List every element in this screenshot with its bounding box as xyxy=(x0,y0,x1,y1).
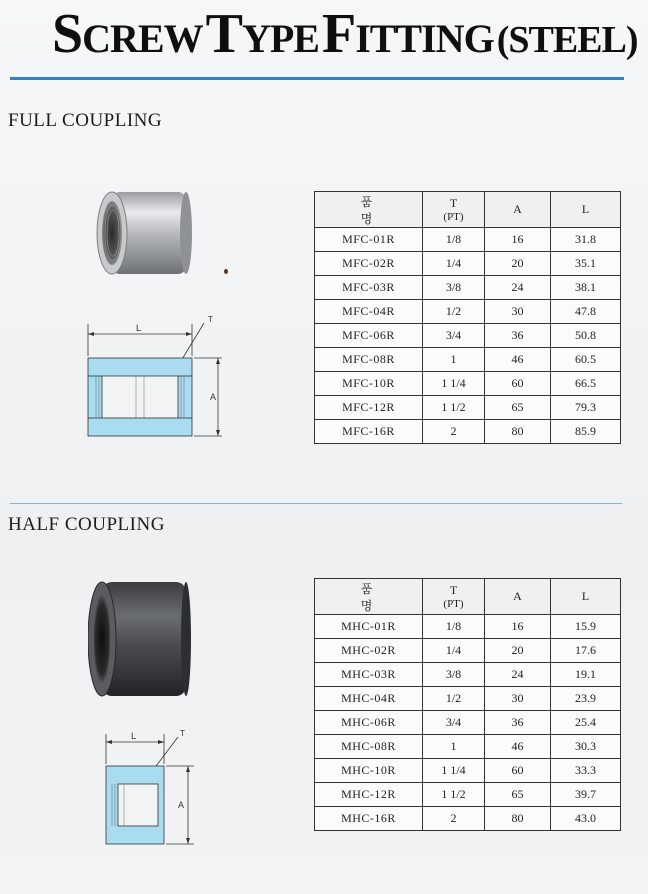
dim-label-a: A xyxy=(178,800,185,810)
table-row xyxy=(315,252,621,276)
cell-name: MFC-08R xyxy=(315,348,423,372)
cell-l: 79.3 xyxy=(551,396,621,420)
title-letter: F xyxy=(321,3,356,65)
table-row xyxy=(315,735,621,759)
col-header-t-label: T xyxy=(449,196,458,210)
cell-l: 38.1 xyxy=(551,276,621,300)
table-row xyxy=(315,348,621,372)
cell-thread: 1 1/2 xyxy=(423,783,485,807)
col-header-l: L xyxy=(551,579,621,615)
cell-thread: 1 1/4 xyxy=(423,372,485,396)
cell-name: MHC-02R xyxy=(315,639,423,663)
cell-name: MHC-08R xyxy=(315,735,423,759)
col-header-t-sub: (PT) xyxy=(443,598,464,610)
title-word: CREW xyxy=(82,16,203,61)
cell-l: 47.8 xyxy=(551,300,621,324)
cell-name: MFC-16R xyxy=(315,420,423,444)
cell-thread: 1/2 xyxy=(423,687,485,711)
cell-thread: 3/4 xyxy=(423,324,485,348)
section-divider xyxy=(10,503,622,504)
table-row xyxy=(315,615,621,639)
dim-label-l: L xyxy=(136,323,142,333)
table-row xyxy=(315,807,621,831)
cell-l: 66.5 xyxy=(551,372,621,396)
cell-a: 20 xyxy=(485,639,551,663)
cell-a: 80 xyxy=(485,807,551,831)
dim-label-t: T xyxy=(208,315,213,324)
cell-name: MHC-10R xyxy=(315,759,423,783)
cell-a: 46 xyxy=(485,348,551,372)
cell-a: 46 xyxy=(485,735,551,759)
speck xyxy=(224,269,228,274)
col-header-t xyxy=(423,192,485,228)
full-coupling-heading: FULL COUPLING xyxy=(8,110,163,131)
cell-a: 30 xyxy=(485,687,551,711)
full-coupling-diagram xyxy=(80,314,230,444)
cell-name: MFC-04R xyxy=(315,300,423,324)
title-rule xyxy=(10,77,624,80)
cell-a: 36 xyxy=(485,711,551,735)
cell-a: 30 xyxy=(485,300,551,324)
cell-l: 17.6 xyxy=(551,639,621,663)
table-row xyxy=(315,687,621,711)
page-title xyxy=(52,2,638,66)
title-letter: S xyxy=(52,3,83,65)
cell-thread: 2 xyxy=(423,420,485,444)
col-header-name: 품 명 xyxy=(315,579,423,615)
cell-name: MHC-01R xyxy=(315,615,423,639)
cell-name: MHC-04R xyxy=(315,687,423,711)
cell-a: 24 xyxy=(485,276,551,300)
cell-l: 30.3 xyxy=(551,735,621,759)
cell-thread: 1 xyxy=(423,348,485,372)
table-row xyxy=(315,276,621,300)
table-header-row xyxy=(315,579,621,615)
cell-thread: 1 1/4 xyxy=(423,759,485,783)
col-header-a: A xyxy=(485,579,551,615)
table-row xyxy=(315,639,621,663)
col-header-t xyxy=(423,579,485,615)
col-header-name: 품 명 xyxy=(315,192,423,228)
cell-thread: 1/8 xyxy=(423,615,485,639)
half-coupling-diagram xyxy=(98,728,204,850)
cell-a: 16 xyxy=(485,228,551,252)
cell-l: 43.0 xyxy=(551,807,621,831)
half-coupling-heading: HALF COUPLING xyxy=(8,514,165,535)
cell-thread: 3/8 xyxy=(423,663,485,687)
col-header-a: A xyxy=(485,192,551,228)
table-row xyxy=(315,759,621,783)
cell-thread: 1/4 xyxy=(423,639,485,663)
cell-thread: 1 xyxy=(423,735,485,759)
cell-l: 39.7 xyxy=(551,783,621,807)
table-row xyxy=(315,420,621,444)
cell-name: MFC-06R xyxy=(315,324,423,348)
table-row xyxy=(315,663,621,687)
cell-a: 60 xyxy=(485,372,551,396)
cell-thread: 1 1/2 xyxy=(423,396,485,420)
cell-thread: 1/8 xyxy=(423,228,485,252)
cell-l: 31.8 xyxy=(551,228,621,252)
cell-l: 50.8 xyxy=(551,324,621,348)
cell-l: 35.1 xyxy=(551,252,621,276)
cell-l: 33.3 xyxy=(551,759,621,783)
table-row xyxy=(315,324,621,348)
cell-a: 60 xyxy=(485,759,551,783)
dim-label-t: T xyxy=(180,729,185,738)
cell-name: MHC-03R xyxy=(315,663,423,687)
cell-name: MHC-16R xyxy=(315,807,423,831)
col-header-t-sub: (PT) xyxy=(443,211,464,223)
title-letter: T xyxy=(205,3,242,65)
cell-thread: 3/8 xyxy=(423,276,485,300)
cell-thread: 3/4 xyxy=(423,711,485,735)
cell-a: 16 xyxy=(485,615,551,639)
cell-l: 15.9 xyxy=(551,615,621,639)
cell-thread: 1/4 xyxy=(423,252,485,276)
cell-l: 60.5 xyxy=(551,348,621,372)
title-material: (STEEL) xyxy=(496,19,638,61)
cell-l: 25.4 xyxy=(551,711,621,735)
cell-a: 65 xyxy=(485,783,551,807)
table-row xyxy=(315,711,621,735)
col-header-t-label: T xyxy=(449,583,458,597)
table-row xyxy=(315,396,621,420)
full-coupling-table xyxy=(314,191,621,444)
dim-label-a: A xyxy=(210,392,217,402)
cell-a: 20 xyxy=(485,252,551,276)
cell-name: MFC-01R xyxy=(315,228,423,252)
full-coupling-photo xyxy=(96,186,196,278)
cell-name: MFC-02R xyxy=(315,252,423,276)
table-row xyxy=(315,228,621,252)
half-coupling-table xyxy=(314,578,621,831)
cell-l: 85.9 xyxy=(551,420,621,444)
cell-a: 24 xyxy=(485,663,551,687)
cell-name: MFC-03R xyxy=(315,276,423,300)
table-row xyxy=(315,372,621,396)
cell-a: 65 xyxy=(485,396,551,420)
dim-label-l: L xyxy=(131,731,137,741)
cell-a: 36 xyxy=(485,324,551,348)
table-header-row xyxy=(315,192,621,228)
col-header-l: L xyxy=(551,192,621,228)
cell-name: MFC-10R xyxy=(315,372,423,396)
cell-name: MHC-12R xyxy=(315,783,423,807)
cell-a: 80 xyxy=(485,420,551,444)
title-word: YPE xyxy=(241,16,319,61)
cell-thread: 1/2 xyxy=(423,300,485,324)
table-row xyxy=(315,783,621,807)
cell-l: 19.1 xyxy=(551,663,621,687)
cell-thread: 2 xyxy=(423,807,485,831)
half-coupling-photo xyxy=(88,576,192,700)
cell-l: 23.9 xyxy=(551,687,621,711)
table-row xyxy=(315,300,621,324)
title-word: ITTING xyxy=(355,16,494,61)
cell-name: MHC-06R xyxy=(315,711,423,735)
cell-name: MFC-12R xyxy=(315,396,423,420)
